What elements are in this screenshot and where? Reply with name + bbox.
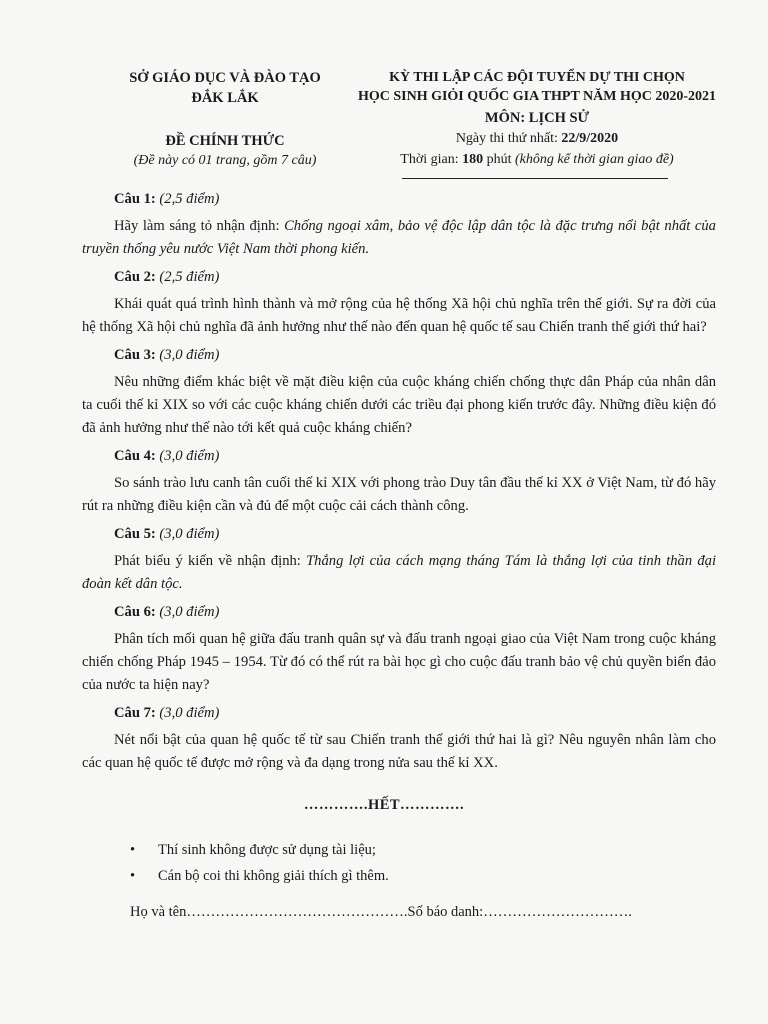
question-text (82, 550, 716, 596)
question-text (82, 729, 716, 775)
list-item (130, 837, 650, 863)
question-1 (82, 188, 716, 261)
question-title (114, 523, 716, 545)
exam-time-label: Thời gian: (400, 152, 463, 167)
department-name: SỞ GIÁO DỤC VÀ ĐÀO TẠO (129, 70, 321, 86)
question-text-plain: Phân tích mối quan hệ giữa đấu tranh quân sự và đấu tranh ngoại giao của Việt Nam trong cuộc kháng chiến chống Pháp 1945 – 1954. Từ đó có thể rút ra bài học gì cho cuộc đấu tranh bảo vệ chủ quyền biển đảo của nước ta hiện nay? (82, 631, 716, 693)
question-title (114, 601, 716, 623)
question-label: Câu 3: (114, 347, 156, 363)
question-label: Câu 2: (114, 269, 156, 285)
question-3 (82, 344, 716, 440)
exam-time-unit: phút (483, 152, 515, 167)
exam-title-line1: KỲ THI LẬP CÁC ĐỘI TUYỂN DỰ THI CHỌN (389, 70, 685, 85)
question-title (114, 445, 716, 467)
question-points: (3,0 điểm) (159, 347, 220, 363)
subject-title: MÔN: LỊCH SỬ (484, 110, 590, 126)
question-text (82, 628, 716, 697)
question-title (114, 344, 716, 366)
question-text-plain: Phát biểu ý kiến về nhận định: (114, 553, 307, 569)
note-text: Thí sinh không được sử dụng tài liệu; (158, 842, 376, 858)
official-label: ĐỀ CHÍNH THỨC (165, 133, 285, 149)
notes-list (130, 837, 650, 889)
question-text-plain: Nét nổi bật của quan hệ quốc tế từ sau Chiến tranh thế giới thứ hai là gì? Nêu nguyên nhân làm cho các quan hệ quốc tế được mở rộng và đa dạng trong nửa sau thế kỉ XX. (82, 732, 716, 771)
question-5 (82, 523, 716, 596)
candidate-number-label: Số báo danh:…………………………. (407, 904, 632, 920)
question-text (82, 215, 716, 261)
official-note: (Đề này có 01 trang, gồm 7 câu) (133, 153, 317, 168)
exam-title-line2: HỌC SINH GIỎI QUỐC GIA THPT NĂM HỌC 2020-2021 (357, 89, 717, 104)
question-title (114, 266, 716, 288)
question-text-plain: So sánh trào lưu canh tân cuối thế kỉ XIX với phong trào Duy tân đầu thế kỉ XX ở Việt Nam, từ đó hãy rút ra những điều kiện cần và đủ để một cuộc cải cách thành công. (82, 475, 716, 514)
bullet-icon: • (130, 842, 136, 858)
question-text-plain: Khái quát quá trình hình thành và mở rộng của hệ thống Xã hội chủ nghĩa trên thế giới. Sự ra đời của hệ thống Xã hội chủ nghĩa đã ảnh hưởng như thế nào đến quan hệ quốc tế sau Chiến tranh thế giới thứ hai? (82, 296, 716, 335)
province-name: ĐẮK LẮK (191, 90, 259, 106)
question-label: Câu 1: (114, 191, 156, 207)
question-6 (82, 601, 716, 697)
candidate-info-line (130, 904, 690, 921)
candidate-name-label: Họ và tên………………………………………. (130, 904, 408, 920)
bullet-icon: • (130, 868, 136, 884)
question-label: Câu 5: (114, 526, 156, 542)
end-marker: ………….HẾT…………. (303, 797, 465, 813)
question-7 (82, 702, 716, 775)
question-text (82, 371, 716, 440)
question-2 (82, 266, 716, 339)
question-title (114, 188, 716, 210)
exam-time-note: (không kể thời gian giao đề) (515, 152, 674, 167)
exam-date-label: Ngày thi thứ nhất: (455, 131, 562, 146)
question-label: Câu 6: (114, 604, 156, 620)
question-list (82, 188, 716, 780)
department-header (100, 68, 350, 108)
exam-time-line (352, 152, 722, 168)
exam-date-line (352, 131, 722, 147)
question-points: (3,0 điểm) (159, 604, 220, 620)
exam-date-value: 22/9/2020 (561, 131, 619, 146)
header-divider (402, 178, 668, 179)
list-item (130, 863, 650, 889)
exam-header (352, 68, 722, 106)
question-text-italic: Thắng lợi của cách mạng tháng Tám là thắng lợi của tinh thần đại đoàn kết dân tộc. (82, 553, 716, 592)
question-points: (2,5 điểm) (159, 269, 220, 285)
question-points: (3,0 điểm) (159, 705, 220, 721)
question-text (82, 472, 716, 518)
question-label: Câu 4: (114, 448, 156, 464)
question-text (82, 293, 716, 339)
question-points: (2,5 điểm) (159, 191, 220, 207)
exam-time-value: 180 (462, 152, 484, 167)
question-title (114, 702, 716, 724)
question-text-plain: Hãy làm sáng tỏ nhận định: (114, 218, 285, 234)
question-4 (82, 445, 716, 518)
question-points: (3,0 điểm) (159, 526, 220, 542)
question-text-plain: Nêu những điểm khác biệt về mặt điều kiện của cuộc kháng chiến chống thực dân Pháp của nhân dân ta cuối thế kỉ XIX so với các cuộc kháng chiến dưới các triều đại phong kiến trước đây. Những điều kiện đó đã ảnh hưởng như thế nào tới kết quả cuộc kháng chiến? (82, 374, 716, 436)
question-label: Câu 7: (114, 705, 156, 721)
question-text-italic: Chống ngoại xâm, bảo vệ độc lập dân tộc là đặc trưng nổi bật nhất của truyền thống yêu nước Việt Nam thời phong kiến. (82, 218, 716, 257)
question-points: (3,0 điểm) (159, 448, 220, 464)
note-text: Cán bộ coi thi không giải thích gì thêm. (158, 868, 389, 884)
